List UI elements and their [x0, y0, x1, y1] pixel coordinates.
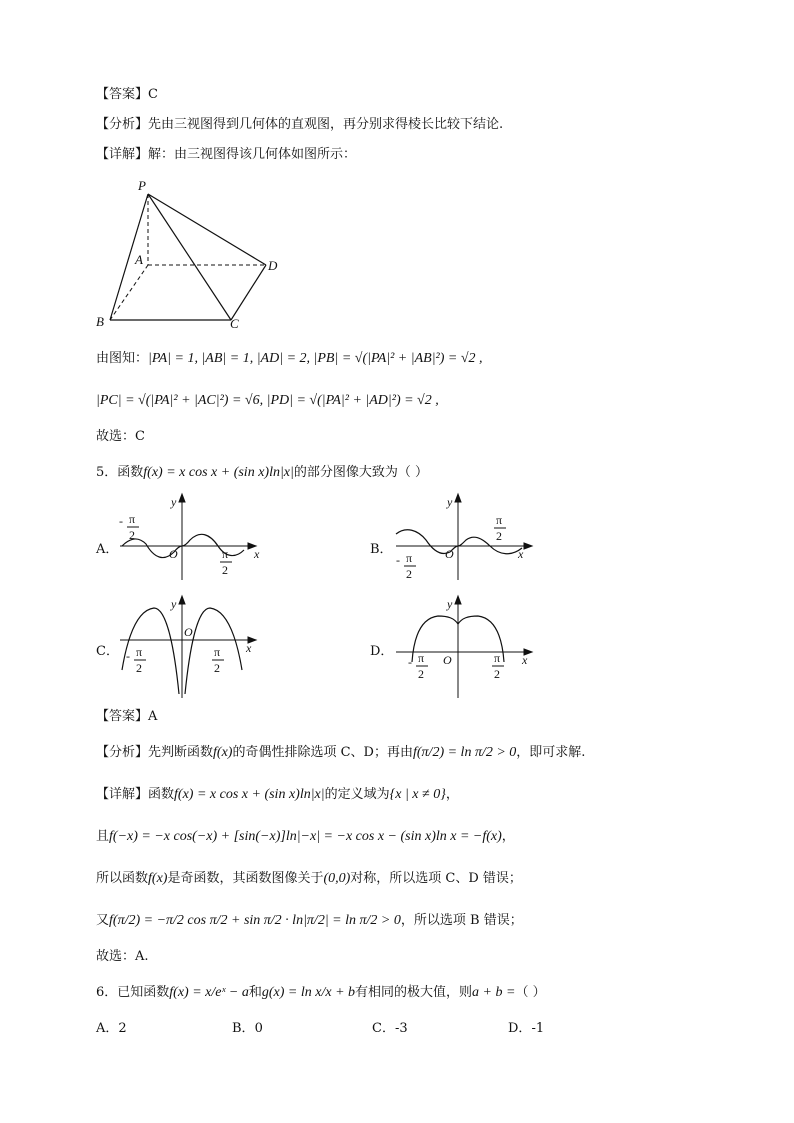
math-expr: f(−x) = −x cos(−x) + [sin(−x)]ln|−x| = −x cos x − (sin x)ln x = −f(x) [109, 829, 502, 844]
svg-text:π: π [406, 551, 413, 565]
option-c-label: C． [96, 644, 119, 659]
q6-stem: 6．已知函数f(x) = x/eˣ − a和g(x) = ln x/x + b有相同的极大值，则a + b =（ ） [96, 985, 546, 1000]
option-b-label: B． [370, 542, 393, 557]
svg-text:π: π [222, 547, 229, 561]
detail-text: 解：由三视图得该几何体如图所示： [148, 147, 357, 162]
svg-text:y: y [447, 597, 453, 611]
q4-answer-line [96, 86, 158, 104]
q5-parity-line: 且f(−x) = −x cos(−x) + [sin(−x)]ln|−x| = −x cos x − (sin x)ln x = −f(x)， [96, 829, 515, 844]
svg-text:x: x [246, 641, 252, 655]
svg-text:O: O [169, 547, 178, 561]
svg-text:2: 2 [222, 563, 228, 577]
label-p: P [138, 178, 146, 193]
svg-text:-: - [408, 655, 412, 669]
answer-value: A [148, 709, 158, 724]
edge-pd [148, 194, 266, 265]
math-expr: f(π/2) = ln π/2 > 0 [412, 745, 517, 760]
answer-tag: 【答案】 [96, 709, 149, 724]
svg-text:2: 2 [214, 661, 220, 675]
q5-choose-line: 故选：A. [96, 949, 149, 964]
analysis-tag: 【分析】 [96, 745, 149, 760]
edge-ab-hidden [110, 265, 148, 320]
q5-odd-line: 所以函数f(x)是奇函数，其函数图像关于(0,0)对称，所以选项 C、D 错误； [96, 871, 522, 886]
svg-text:y: y [447, 495, 453, 509]
svg-text:x: x [254, 547, 260, 561]
math-expr: f(x) = x/eˣ − a [169, 985, 249, 1000]
answer-tag: 【答案】 [96, 87, 149, 102]
svg-text:x: x [522, 653, 528, 667]
svg-text:x: x [518, 547, 524, 561]
svg-text:-: - [396, 553, 400, 567]
svg-text:π: π [129, 512, 136, 526]
svg-text:y: y [171, 495, 177, 509]
edge-pc [148, 194, 231, 320]
q6-option-d: D．-1 [508, 1021, 545, 1036]
label-d: D [268, 258, 278, 273]
svg-text:2: 2 [136, 661, 142, 675]
svg-text:O: O [184, 625, 193, 639]
math-expr: f(x) = x cos x + (sin x)ln|x| [174, 787, 325, 802]
math-expr: f(π/2) = −π/2 cos π/2 + sin π/2 · ln|π/2| = ln π/2 > 0 [109, 913, 401, 928]
q4-analysis-line [96, 116, 503, 134]
svg-text:π: π [136, 645, 143, 659]
q4-derivation-line-1: 由图知：|PA| = 1, |AB| = 1, |AD| = 2, |PB| = √(|PA|² + |AB|²) = √2 , [96, 351, 483, 366]
svg-text:-: - [119, 514, 123, 528]
q6-options [96, 1020, 544, 1038]
q4-detail-line [96, 146, 356, 164]
svg-text:2: 2 [406, 567, 412, 581]
svg-text:2: 2 [418, 667, 424, 681]
svg-text:O: O [443, 653, 452, 667]
option-c-graph [114, 594, 264, 700]
option-d-label: D． [370, 644, 394, 659]
q5-analysis-line: 【分析】先判断函数f(x)的奇偶性排除选项 C、D；再由f(π/2) = ln π/2 > 0，即可求解. [96, 745, 586, 760]
svg-text:π: π [214, 645, 221, 659]
svg-text:2: 2 [129, 528, 135, 542]
q5-stem: 5．函数f(x) = x cos x + (sin x)ln|x|的部分图像大致为（ ） [96, 465, 429, 480]
label-a: A [135, 252, 143, 267]
svg-text:π: π [494, 651, 501, 665]
option-a-label: A． [96, 542, 119, 557]
q5-detail-line: 【详解】函数f(x) = x cos x + (sin x)ln|x|的定义域为{x | x ≠ 0}， [96, 787, 459, 802]
option-a-graph [114, 492, 264, 582]
detail-tag: 【详解】 [96, 147, 149, 162]
svg-text:y: y [171, 597, 177, 611]
q4-derivation-line-2 [96, 392, 439, 410]
detail-tag: 【详解】 [96, 787, 149, 802]
svg-text:O: O [445, 547, 454, 561]
pyramid-figure [94, 174, 294, 334]
q6-option-a: A．2 [96, 1021, 127, 1036]
label-c: C [230, 316, 239, 331]
label-b: B [96, 314, 104, 329]
q6-option-b: B．0 [232, 1021, 263, 1036]
svg-text:-: - [126, 649, 130, 663]
math-expr: f(x) = x cos x + (sin x)ln|x| [143, 465, 294, 480]
option-b-graph [390, 492, 540, 582]
option-d-graph [390, 594, 540, 700]
svg-text:2: 2 [494, 667, 500, 681]
q6-option-c: C．-3 [372, 1021, 408, 1036]
answer-value: C [148, 87, 158, 102]
math-expr: g(x) = ln x/x + b [261, 985, 356, 1000]
q5-answer-line [96, 708, 157, 726]
q5-value-line: 又f(π/2) = −π/2 cos π/2 + sin π/2 · ln|π/2| = ln π/2 > 0，所以选项 B 错误； [96, 913, 523, 928]
svg-text:π: π [496, 513, 503, 527]
edge-cd [231, 265, 266, 320]
analysis-text: 先由三视图得到几何体的直观图，再分别求得棱长比较下结论. [148, 117, 504, 132]
svg-text:π: π [418, 651, 425, 665]
analysis-tag: 【分析】 [96, 117, 149, 132]
math-expr: |PA| = 1, |AB| = 1, |AD| = 2, |PB| = √(|PA|² + |AB|²) = √2 , [148, 351, 483, 366]
math-expr: |PC| = √(|PA|² + |AC|²) = √6, |PD| = √(|PA|² + |AD|²) = √2 , [96, 393, 439, 408]
q4-choose-line: 故选：C [96, 429, 145, 444]
svg-text:2: 2 [496, 529, 502, 543]
